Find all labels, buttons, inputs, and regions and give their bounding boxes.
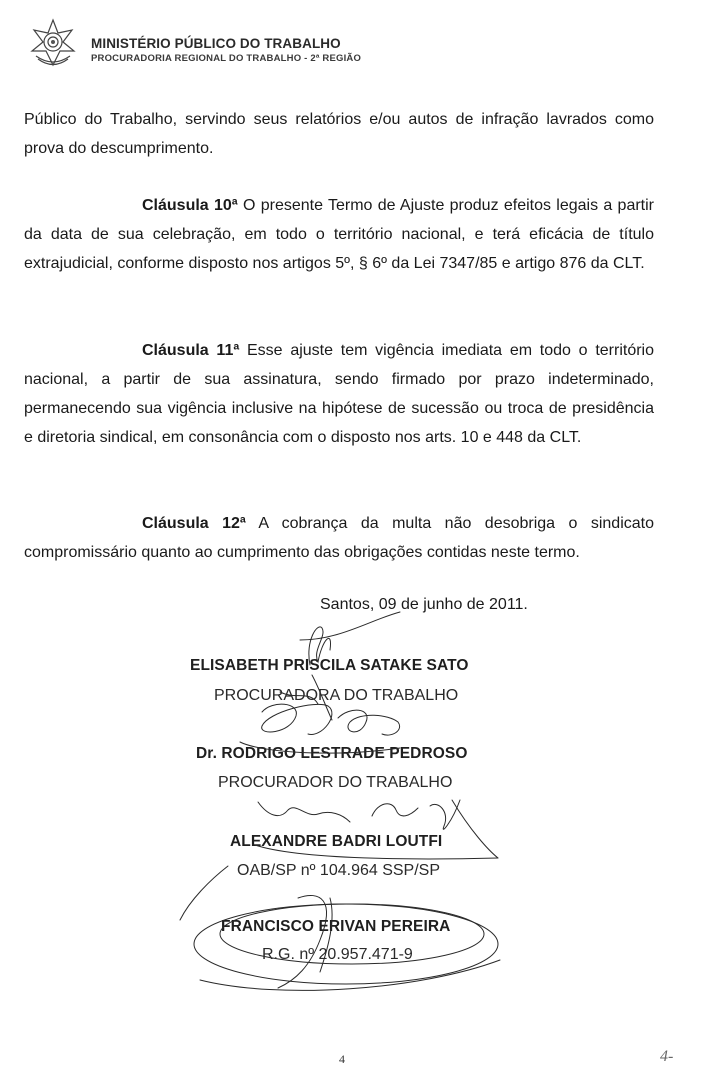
- place-and-date: Santos, 09 de junho de 2011.: [320, 596, 528, 613]
- page-number: 4: [339, 1052, 345, 1066]
- clause-12-title: Cláusula 12ª: [142, 515, 246, 532]
- clause-12: [24, 509, 654, 567]
- signatory-name: ALEXANDRE BADRI LOUTFI: [230, 833, 443, 850]
- clause-11-title: Cláusula 11ª: [142, 342, 240, 359]
- ministry-title: MINISTÉRIO PÚBLICO DO TRABALHO: [91, 36, 341, 51]
- signatory-role: PROCURADORA DO TRABALHO: [214, 687, 459, 704]
- clause-10-title: Cláusula 10ª: [142, 197, 238, 214]
- signatory-role: R.G. nº 20.957.471-9: [262, 946, 413, 963]
- coat-of-arms-seal: [28, 18, 78, 68]
- paragraph-text: Público do Trabalho, servindo seus relatórios e/ou autos de infração lavrados como prova do descumprimento.: [24, 111, 654, 157]
- clause-11-text: Esse ajuste tem vigência imediata em todo o território nacional, a partir de sua assinatura, sendo firmado por prazo indeterminado, permanecendo sua vigência inclusive na hipótese de sucessão ou troca de presidência e diretoria sindical, em consonância com o disposto nos arts. 10 e 448 da CLT.: [24, 342, 654, 446]
- paragraph-continuation: [24, 105, 654, 163]
- handwritten-page-mark: 4-: [660, 1048, 674, 1065]
- signatory-name: ELISABETH PRISCILA SATAKE SATO: [190, 657, 469, 674]
- signatory-name: Dr. RODRIGO LESTRADE PEDROSO: [196, 745, 468, 762]
- signatory-role: OAB/SP nº 104.964 SSP/SP: [237, 862, 441, 879]
- signatory-name: FRANCISCO ERIVAN PEREIRA: [221, 918, 451, 935]
- signatory-role: PROCURADOR DO TRABALHO: [218, 774, 453, 791]
- clause-10: [24, 191, 654, 278]
- regional-office-subtitle: PROCURADORIA REGIONAL DO TRABALHO - 2ª REGIÃO: [91, 53, 362, 64]
- clause-10-text: O presente Termo de Ajuste produz efeitos legais a partir da data de sua celebração, em todo o território nacional, e terá eficácia de título extrajudicial, conforme disposto nos artigos 5º, § 6º da Lei 7347/85 e artigo 876 da CLT.: [24, 197, 654, 272]
- clause-12-text: A cobrança da multa não desobriga o sindicato compromissário quanto ao cumprimento das obrigações contidas neste termo.: [24, 515, 654, 561]
- clause-11: [24, 336, 654, 452]
